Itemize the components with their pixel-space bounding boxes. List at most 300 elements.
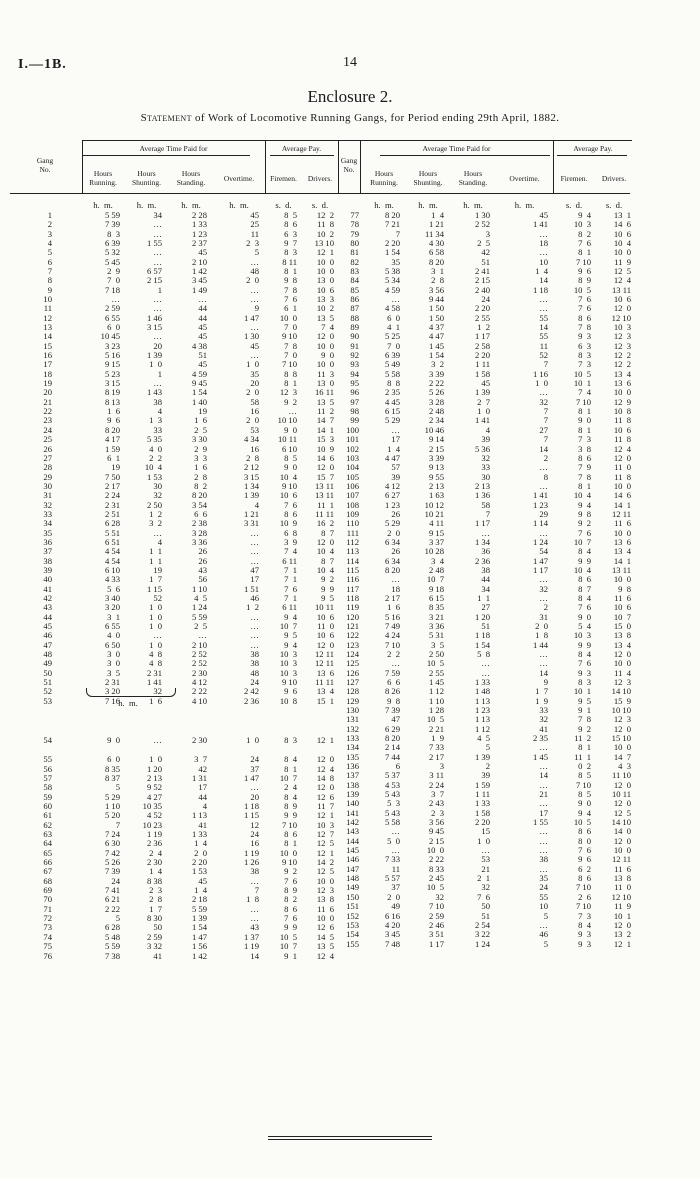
drivers-pay-cell: 10 11 (314, 602, 334, 612)
table-row (0, 659, 700, 668)
drivers-pay-cell: 12 9 (613, 397, 631, 407)
drivers-pay-cell: 10 0 (613, 742, 631, 752)
overtime-cell: 45 (250, 210, 259, 220)
overtime-cell: … (250, 876, 259, 886)
hours-running-cell: 5 58 (384, 817, 400, 827)
drivers-pay-cell: 7 4 (321, 322, 334, 332)
gang-no-cell: 17 (43, 359, 52, 369)
overtime-cell: 5 (254, 247, 259, 257)
drivers-pay-cell: 12 3 (613, 341, 631, 351)
hours-standing-cell: 1 53 (191, 866, 207, 876)
gang-no-cell: 48 (43, 649, 52, 659)
hours-shunting-cell: 1 45 (428, 341, 444, 351)
hours-standing-cell: … (481, 845, 490, 855)
hours-shunting-cell: 2 48 (428, 565, 444, 575)
hours-standing-cell: 2 58 (474, 341, 490, 351)
drivers-pay-cell: 15 7 (316, 472, 334, 482)
firemen-pay-cell: 7 3 (578, 911, 591, 921)
hours-shunting-cell: 3 39 (428, 453, 444, 463)
gang-no-cell: 34 (43, 518, 52, 528)
overtime-cell: … (250, 612, 259, 622)
gang-no-cell: 22 (43, 406, 52, 416)
drivers-pay-cell: 13 8 (613, 630, 631, 640)
gang-no-cell: 100 (346, 425, 359, 435)
gang-no-cell: 118 (346, 593, 359, 603)
hours-shunting-cell: 3 51 (428, 929, 444, 939)
overtime-cell: 12 (250, 820, 259, 830)
overtime-cell: … (250, 630, 259, 640)
overtime-cell: 7 (254, 885, 259, 895)
hours-standing-cell: 1 13 (474, 696, 490, 706)
overtime-cell: 1 2 (246, 602, 259, 612)
gang-no-cell: 136 (346, 761, 359, 771)
hours-shunting-cell: … (153, 378, 162, 388)
hours-standing-cell: 42 (481, 247, 490, 257)
overtime-cell: 1 0 (246, 735, 259, 745)
hours-standing-cell: 51 (481, 257, 490, 267)
header-avg-time-left: Average Time Paid for (139, 144, 208, 153)
drivers-pay-cell: 14 10 (611, 686, 631, 696)
drivers-pay-cell: 13 4 (613, 546, 631, 556)
gang-no-cell: 126 (346, 668, 359, 678)
hours-standing-cell: 3 36 (191, 537, 207, 547)
hours-standing-cell: 5 59 (191, 904, 207, 914)
overtime-cell: 45 (539, 210, 548, 220)
gang-no-cell: 141 (346, 808, 359, 818)
hours-standing-cell: 51 (481, 621, 490, 631)
hours-shunting-cell: 10 5 (426, 714, 444, 724)
firemen-pay-cell: 7 1 (284, 593, 297, 603)
hours-running-cell: 7 50 (104, 472, 120, 482)
gang-no-cell: 30 (43, 481, 52, 491)
firemen-pay-cell: 8 5 (578, 789, 591, 799)
hours-running-cell: 7 0 (387, 341, 400, 351)
overtime-cell: 1 0 (535, 378, 548, 388)
hours-standing-cell: 2 41 (474, 266, 490, 276)
hours-running-cell: 4 0 (107, 630, 120, 640)
hours-shunting-cell: 1 41 (146, 677, 162, 687)
hours-running-cell: 6 34 (384, 537, 400, 547)
hours-running-cell: 19 (111, 462, 120, 472)
pay-group-rule-right (557, 155, 627, 156)
gang-no-cell: 79 (350, 229, 359, 239)
hours-shunting-cell: 2 13 (428, 481, 444, 491)
table-row (0, 491, 700, 500)
drivers-pay-cell: 12 1 (316, 848, 334, 858)
hours-running-cell: 7 39 (104, 219, 120, 229)
time-group-rule-left (82, 155, 250, 156)
hours-running-cell: 5 51 (104, 528, 120, 538)
gang-no-cell: 142 (346, 817, 359, 827)
unit-label: h. m. (514, 200, 535, 210)
hours-standing-cell: 6 6 (194, 509, 207, 519)
gang-no-cell: 129 (346, 696, 359, 706)
firemen-pay-cell: 8 6 (578, 313, 591, 323)
hours-standing-cell: 1 59 (474, 780, 490, 790)
hours-running-cell: 5 32 (104, 247, 120, 257)
firemen-pay-cell: 8 6 (284, 904, 297, 914)
lbl: Running. (89, 177, 117, 187)
firemen-pay-cell: 8 4 (578, 593, 591, 603)
hours-standing-cell: … (198, 294, 207, 304)
drivers-pay-cell: 15 3 (316, 434, 334, 444)
drivers-pay-cell: 12 11 (314, 649, 334, 659)
overtime-cell: 14 (539, 275, 548, 285)
drivers-pay-cell: 13 5 (316, 313, 334, 323)
hours-standing-cell: 2 52 (191, 658, 207, 668)
drivers-pay-cell: 11 6 (614, 593, 631, 603)
firemen-pay-cell: 7 10 (575, 257, 591, 267)
hours-running-cell: 2 51 (104, 509, 120, 519)
overtime-cell: 24 (250, 829, 259, 839)
header-hours-shunting-right (406, 170, 450, 187)
gang-no-cell: 18 (43, 369, 52, 379)
hours-standing-cell: 2 18 (191, 894, 207, 904)
overtime-cell: 4 34 (243, 434, 259, 444)
hours-shunting-cell: 3 11 (429, 770, 444, 780)
drivers-pay-cell: 12 0 (613, 920, 631, 930)
page-title: Enclosure 2. (307, 87, 393, 106)
gang-no-cell: 111 (346, 528, 359, 538)
drivers-pay-cell: 16 11 (314, 387, 334, 397)
hours-shunting-cell: 2 15 (146, 275, 162, 285)
gang-no-cell: 38 (43, 556, 52, 566)
hours-running-cell: 8 3 (107, 229, 120, 239)
lbl: Running. (370, 177, 398, 187)
lbl: Standing. (458, 177, 488, 187)
gang-no-cell: 127 (346, 677, 359, 687)
drivers-pay-cell: 11 6 (614, 518, 631, 528)
hours-shunting-cell: 1 4 (149, 866, 162, 876)
drivers-pay-cell: 10 4 (613, 238, 631, 248)
gang-no-cell: 153 (346, 920, 359, 930)
gang-no-cell: 59 (43, 792, 52, 802)
gang-no-cell: 31 (43, 490, 52, 500)
overtime-cell: 5 (543, 939, 548, 949)
overtime-cell: 1 7 (535, 686, 548, 696)
overtime-cell: … (539, 462, 548, 472)
gang-no-cell: 45 (43, 621, 52, 631)
drivers-pay-cell: 14 1 (613, 556, 631, 566)
firemen-pay-cell: 8 4 (578, 546, 591, 556)
firemen-pay-cell: 8 4 (578, 920, 591, 930)
overtime-cell: 41 (539, 724, 548, 734)
hours-standing-cell: 1 6 (194, 415, 207, 425)
overtime-cell: 38 (250, 649, 259, 659)
gang-no-cell: 62 (43, 820, 52, 830)
firemen-pay-cell: 7 10 (575, 397, 591, 407)
hours-shunting-cell: 8 20 (428, 257, 444, 267)
hours-standing-cell: 2 40 (474, 285, 490, 295)
drivers-pay-cell: 12 0 (316, 782, 334, 792)
hours-shunting-cell: 10 5 (426, 882, 444, 892)
hours-running-cell: 1 23 (384, 500, 400, 510)
drivers-pay-cell: 13 1 (613, 210, 631, 220)
firemen-pay-cell: 7 6 (284, 913, 297, 923)
gang-no-cell: 150 (346, 892, 359, 902)
firemen-pay-cell: 8 1 (284, 838, 297, 848)
firemen-pay-cell: 8 2 (578, 229, 591, 239)
hours-running-cell: 17 (391, 434, 400, 444)
overtime-cell: … (539, 387, 548, 397)
drivers-pay-cell: 12 1 (316, 247, 334, 257)
hours-shunting-cell: 2 22 (428, 854, 444, 864)
hours-standing-cell: 1 56 (191, 941, 207, 951)
hours-shunting-cell: 9 14 (428, 434, 444, 444)
hours-standing-cell: 24 (481, 294, 490, 304)
drivers-pay-cell: 10 1 (613, 911, 631, 921)
hours-standing-cell: 45 (198, 331, 207, 341)
table-row (0, 715, 700, 724)
hours-standing-cell: 44 (481, 574, 490, 584)
hours-shunting-cell: 1 6 (149, 696, 162, 706)
gang-no-cell: 97 (350, 397, 359, 407)
drivers-pay-cell: 12 6 (316, 792, 334, 802)
hours-standing-cell: 2 54 (474, 920, 490, 930)
overtime-cell: 29 (539, 509, 548, 519)
hours-standing-cell: 2 55 (474, 313, 490, 323)
hours-shunting-cell: 1 7 (149, 574, 162, 584)
overtime-cell: 17 (250, 574, 259, 584)
firemen-pay-cell: 9 4 (578, 500, 591, 510)
drivers-pay-cell: 11 11 (315, 509, 334, 519)
drivers-pay-cell: 13 6 (316, 668, 334, 678)
hours-running-cell: 8 13 (104, 397, 120, 407)
firemen-pay-cell: 10 7 (279, 773, 297, 783)
hours-shunting-cell: 10 0 (426, 845, 444, 855)
overtime-cell: … (539, 798, 548, 808)
hours-standing-cell: 4 (485, 425, 490, 435)
hours-shunting-cell: 9 52 (146, 782, 162, 792)
hours-running-cell: 2 0 (387, 892, 400, 902)
gang-no-cell: 69 (43, 885, 52, 895)
hours-standing-cell: 1 31 (191, 773, 207, 783)
firemen-pay-cell: 9 2 (578, 724, 591, 734)
firemen-pay-cell: 6 8 (284, 528, 297, 538)
gang-no-cell: 51 (43, 677, 52, 687)
firemen-pay-cell: 8 3 (578, 677, 591, 687)
hours-shunting-cell: 1 0 (149, 602, 162, 612)
drivers-pay-cell: 12 0 (613, 303, 631, 313)
overtime-cell: … (539, 864, 548, 874)
overtime-cell: 3 15 (243, 472, 259, 482)
table-row (0, 248, 700, 257)
lbl: Hours (374, 169, 394, 178)
hours-running-cell: 7 38 (104, 951, 120, 961)
hours-running-cell: 57 (391, 462, 400, 472)
overtime-cell: 5 (543, 911, 548, 921)
hours-standing-cell: 36 (481, 546, 490, 556)
hours-standing-cell: 50 (481, 901, 490, 911)
hours-shunting-cell: 11 34 (424, 229, 444, 239)
hours-standing-cell: 2 20 (191, 857, 207, 867)
hours-running-cell: 2 17 (384, 593, 400, 603)
hours-running-cell: 3 20 (104, 686, 120, 696)
firemen-pay-cell: 7 1 (284, 574, 297, 584)
overtime-cell: 24 (250, 754, 259, 764)
hours-shunting-cell: 20 (153, 341, 162, 351)
hours-shunting-cell: 2 13 (146, 773, 162, 783)
hours-shunting-cell: 32 (153, 490, 162, 500)
firemen-pay-cell: 7 6 (578, 294, 591, 304)
hours-shunting-cell: 1 43 (146, 387, 162, 397)
gang-no-cell: 50 (43, 668, 52, 678)
hours-shunting-cell: 3 56 (428, 285, 444, 295)
hours-shunting-cell: 1 45 (428, 677, 444, 687)
gang-no-cell: 65 (43, 848, 52, 858)
hours-standing-cell: 44 (198, 313, 207, 323)
gang-no-cell: 56 (43, 764, 52, 774)
hours-standing-cell: 2 8 (194, 472, 207, 482)
hours-standing-cell: 4 5 (477, 733, 490, 743)
drivers-pay-cell: 11 0 (614, 882, 631, 892)
hours-standing-cell: 45 (198, 876, 207, 886)
firemen-pay-cell: 8 7 (578, 584, 591, 594)
hours-standing-cell: 2 5 (194, 425, 207, 435)
hours-shunting-cell: 2 8 (149, 894, 162, 904)
hours-standing-cell: 26 (198, 556, 207, 566)
firemen-pay-cell: 9 1 (284, 951, 297, 961)
hours-standing-cell: 3 28 (191, 528, 207, 538)
hours-shunting-cell: 10 4 (144, 462, 162, 472)
hours-running-cell: 4 59 (384, 285, 400, 295)
hours-shunting-cell: 1 2 (149, 509, 162, 519)
overtime-cell: 10 (539, 901, 548, 911)
hours-running-cell: 1 59 (104, 444, 120, 454)
hours-shunting-cell: 4 37 (428, 322, 444, 332)
hours-running-cell: 2 20 (384, 238, 400, 248)
drivers-pay-cell: 9 0 (321, 350, 334, 360)
gang-no-cell: 6 (47, 257, 52, 267)
hours-running-cell: 6 0 (107, 754, 120, 764)
hours-running-cell: 3 15 (104, 378, 120, 388)
gang-no-cell: 43 (43, 602, 52, 612)
gang-no-cell: 86 (350, 294, 359, 304)
firemen-pay-cell: 8 6 (578, 826, 591, 836)
gang-no-cell: 67 (43, 866, 52, 876)
gang-no-cell: 138 (346, 780, 359, 790)
drivers-pay-cell: 14 1 (316, 425, 334, 435)
hours-standing-cell: 3 (485, 229, 490, 239)
overtime-cell: 1 18 (532, 285, 548, 295)
hours-running-cell: 7 33 (384, 854, 400, 864)
hours-shunting-cell: 1 12 (428, 686, 444, 696)
hours-running-cell: 5 57 (384, 873, 400, 883)
hours-shunting-cell: 1 28 (428, 705, 444, 715)
hours-standing-cell: 1 0 (477, 406, 490, 416)
drivers-pay-cell: 10 6 (316, 612, 334, 622)
gang-no-cell: 135 (346, 752, 359, 762)
table-row (0, 883, 700, 892)
overtime-cell: … (539, 658, 548, 668)
hours-running-cell: 6 39 (104, 238, 120, 248)
firemen-pay-cell: 9 6 (578, 854, 591, 864)
overtime-cell: 53 (250, 425, 259, 435)
firemen-pay-cell: 7 0 (284, 322, 297, 332)
hours-standing-cell: 45 (481, 378, 490, 388)
gang-label: Gang (36, 156, 54, 165)
firemen-pay-cell: 9 9 (578, 640, 591, 650)
gang-no-cell: 143 (346, 826, 359, 836)
unit-label: s. d. (275, 200, 292, 210)
hours-shunting-cell: 4 8 (149, 649, 162, 659)
drivers-pay-cell: 14 6 (613, 490, 631, 500)
drivers-pay-cell: 12 0 (613, 649, 631, 659)
hours-shunting-cell: 10 12 (424, 500, 444, 510)
overtime-cell: 1 15 (243, 810, 259, 820)
hours-running-cell: 2 24 (104, 490, 120, 500)
hours-running-cell: 7 48 (384, 939, 400, 949)
hours-running-cell: 6 50 (104, 640, 120, 650)
firemen-pay-cell: 10 0 (279, 848, 297, 858)
hours-standing-cell: 39 (481, 770, 490, 780)
gang-no-cell: 152 (346, 911, 359, 921)
firemen-pay-cell: 10 3 (279, 649, 297, 659)
hours-standing-cell: 1 42 (191, 951, 207, 961)
hours-running-cell: 6 0 (387, 313, 400, 323)
overtime-cell: … (250, 556, 259, 566)
drivers-pay-cell: 13 6 (613, 537, 631, 547)
hours-running-cell: 5 37 (384, 770, 400, 780)
gang-no-cell: 2 (47, 219, 52, 229)
hours-standing-cell: 17 (198, 782, 207, 792)
hours-standing-cell: 1 13 (474, 714, 490, 724)
overtime-cell: 33 (539, 705, 548, 715)
firemen-pay-cell: 8 1 (578, 742, 591, 752)
hours-running-cell: 2 59 (104, 303, 120, 313)
drivers-pay-cell: 12 0 (613, 724, 631, 734)
footer-rule (268, 1136, 432, 1137)
header-avg-time-right: Average Time Paid for (422, 144, 491, 153)
hours-running-cell: 5 34 (384, 275, 400, 285)
overtime-cell: … (539, 836, 548, 846)
hours-standing-cell: 1 17 (474, 331, 490, 341)
hours-running-cell: 5 23 (104, 369, 120, 379)
hours-shunting-cell: 1 55 (146, 238, 162, 248)
hours-running-cell: 6 21 (104, 894, 120, 904)
overtime-cell: 1 23 (532, 500, 548, 510)
gang-no-cell: 101 (346, 434, 359, 444)
firemen-pay-cell: 7 8 (578, 714, 591, 724)
gang-no-cell: 78 (350, 219, 359, 229)
overtime-cell: … (539, 294, 548, 304)
hours-shunting-cell: 4 (157, 537, 162, 547)
drivers-pay-cell: 11 2 (317, 406, 334, 416)
gang-no-cell: 125 (346, 658, 359, 668)
hours-running-cell: 8 8 (387, 378, 400, 388)
header-avg-pay-right: Average Pay. (573, 144, 613, 153)
hours-running-cell: 6 39 (384, 350, 400, 360)
overtime-cell: 32 (539, 714, 548, 724)
hours-shunting-cell: 2 24 (428, 780, 444, 790)
hours-running-cell: 6 51 (104, 537, 120, 547)
drivers-pay-cell: 12 5 (613, 808, 631, 818)
drivers-pay-cell: 10 9 (316, 444, 334, 454)
firemen-pay-cell: 7 10 (575, 780, 591, 790)
hours-shunting-cell: 50 (153, 922, 162, 932)
hours-shunting-cell: 8 30 (146, 913, 162, 923)
overtime-cell: … (539, 528, 548, 538)
header-hours-running-left (82, 170, 124, 187)
gang-no-cell: 53 (43, 696, 52, 706)
hours-standing-cell: 2 (485, 761, 490, 771)
gang-no-cell: 77 (350, 210, 359, 220)
firemen-pay-cell: 9 5 (578, 696, 591, 706)
overtime-cell: 2 42 (243, 686, 259, 696)
hours-shunting-cell: 4 30 (428, 238, 444, 248)
hours-shunting-cell: 8 38 (146, 876, 162, 886)
gang-no-cell: 96 (350, 387, 359, 397)
